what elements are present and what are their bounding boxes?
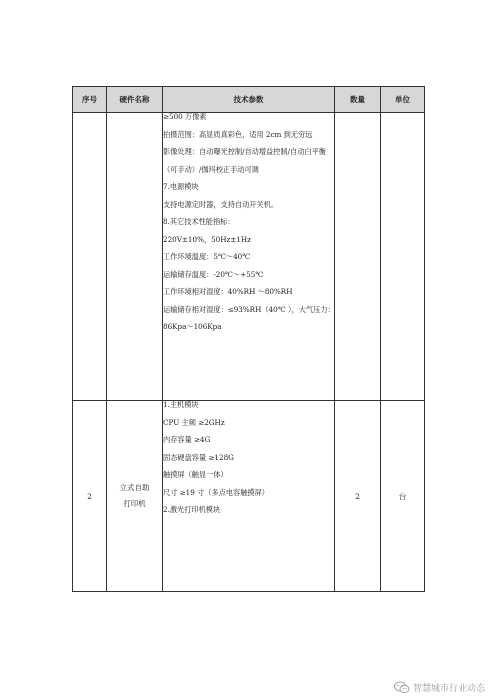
param-line: 1.主机模块 [163, 400, 199, 409]
header-name: 硬件名称 [107, 87, 163, 113]
header-params: 技术参数 [163, 87, 335, 113]
watermark [394, 681, 485, 694]
header-index: 序号 [73, 87, 107, 113]
row-index [73, 113, 107, 401]
wechat-icon [394, 681, 410, 694]
watermark-text: 智慧城市行业动态 [412, 684, 485, 694]
param-line: 工作环境相对湿度：40%RH ～80%RH [163, 287, 293, 296]
row-quantity: 2 [335, 401, 381, 592]
param-line: 拍摄范围：高显质真彩色，适用 2cm 到无穷远 [163, 129, 313, 139]
param-line: 8.其它技术性能指标： [163, 217, 235, 226]
row-unit [381, 113, 425, 401]
name-line: 立式自助 [119, 483, 150, 492]
row-name [107, 113, 163, 401]
row-index: 2 [73, 401, 107, 592]
table-row [73, 113, 425, 401]
table-header-row [73, 87, 425, 113]
header-unit: 单位 [381, 87, 425, 113]
param-line: 内存容量 ≥4G [163, 435, 211, 444]
param-line: 运输储存相对湿度：≤93%RH（40℃ ），大气压力： [163, 304, 335, 314]
row-name [107, 401, 163, 592]
param-line: 触摸屏（触显一体） [163, 470, 228, 479]
param-line: 影像处理：自动曝光控制/自动增益控制/自动白平衡 [163, 147, 326, 156]
header-quantity: 数量 [335, 87, 381, 113]
param-line: （可手动）/伽玛校正手动可调 [163, 164, 259, 174]
param-line: 2.激光打印机模块 [163, 505, 221, 514]
spec-table [72, 86, 425, 592]
row-params [163, 113, 335, 401]
param-line: CPU 主频 ≥2GHz [163, 417, 225, 427]
param-line: 运输储存温度：-20℃～+55℃ [163, 269, 264, 279]
param-line: 支持电源定时器，支持自动开关机。 [163, 199, 279, 209]
row-unit: 台 [381, 401, 425, 592]
param-line: 7.电源模块 [163, 182, 199, 191]
row-quantity [335, 113, 381, 401]
param-line: 固态硬盘容量 ≥128G [163, 452, 234, 462]
name-line: 打印机 [123, 499, 146, 508]
row-params [163, 401, 335, 592]
param-line: 220V±10%，50Hz±1Hz [163, 234, 251, 244]
param-line: 尺寸 ≥19 寸（多点电容触摸屏） [163, 487, 269, 497]
table-row [73, 401, 425, 592]
param-line: 工作环境温度：5℃～40℃ [163, 252, 251, 261]
param-line: ≥500 万像素 [163, 112, 207, 121]
param-line: 86Kpa～106Kpa [163, 322, 222, 331]
